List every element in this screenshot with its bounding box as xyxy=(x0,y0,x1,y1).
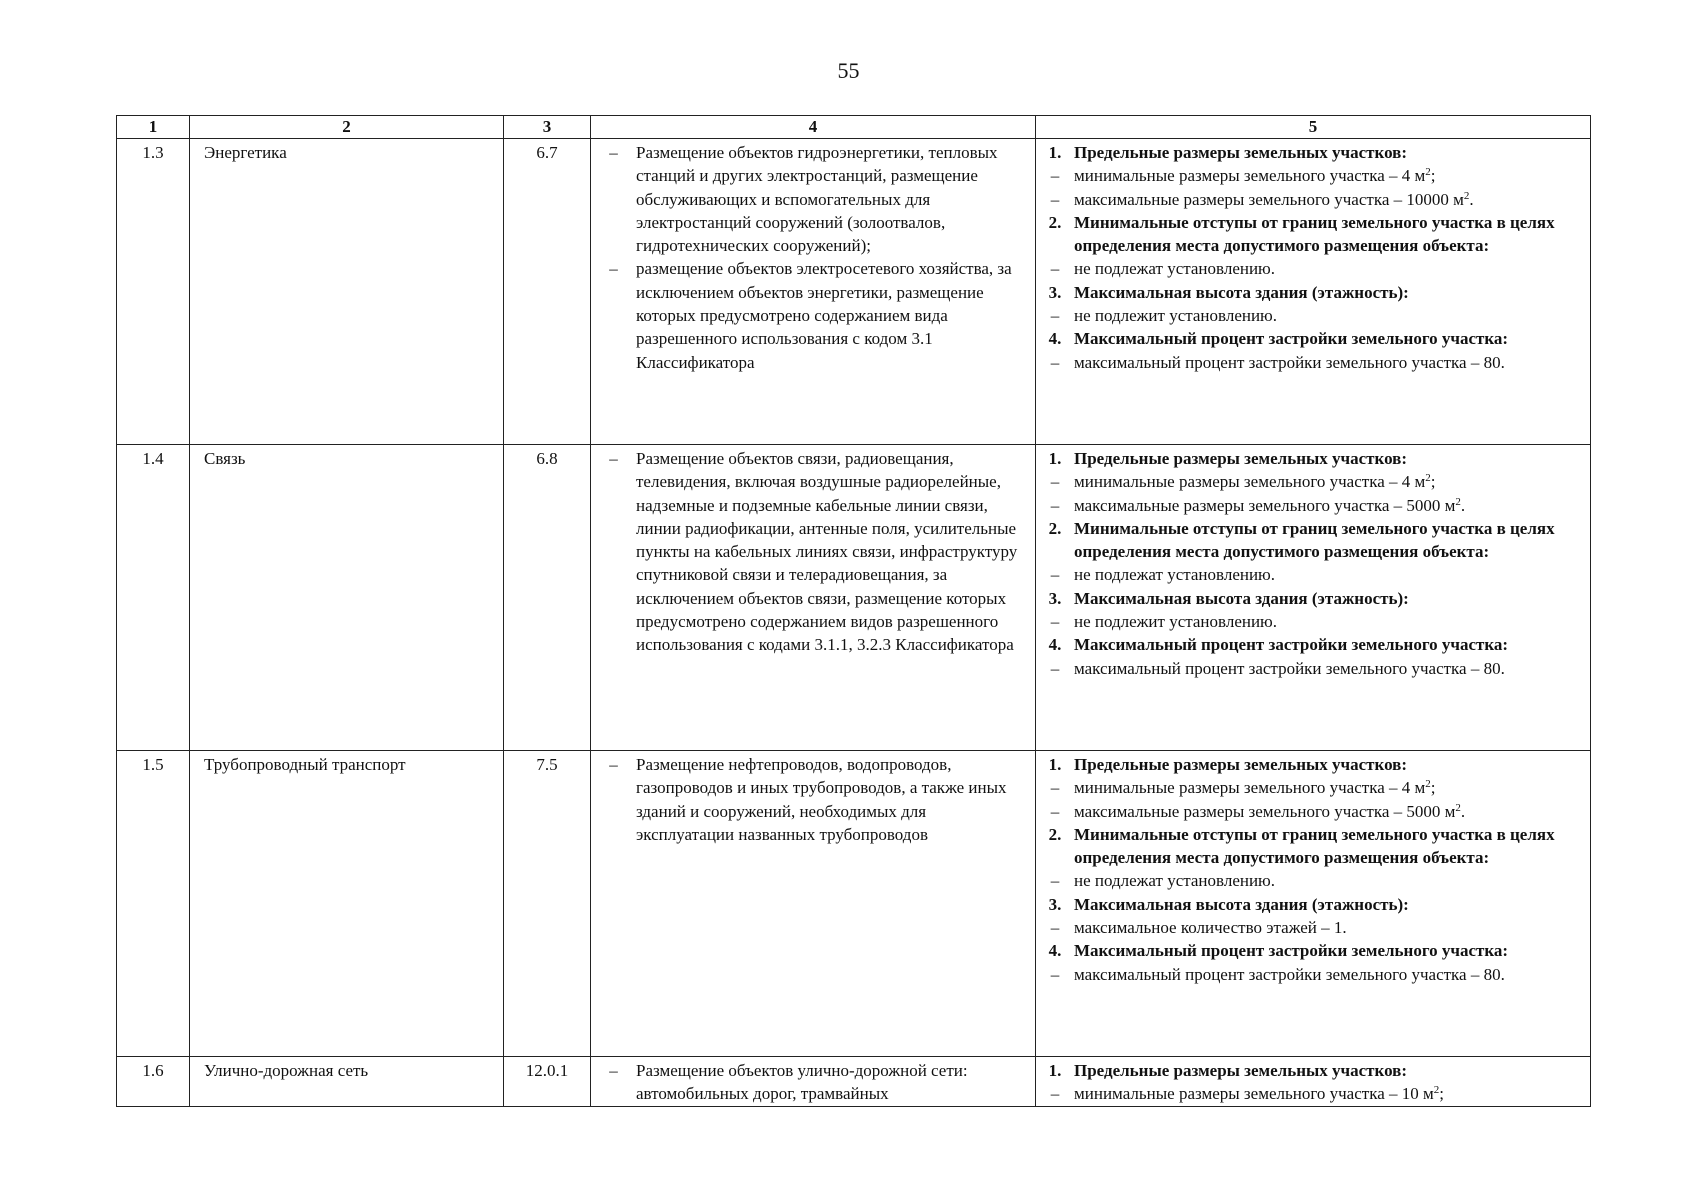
param-item: – максимальный процент застройки земельного участка – 80. xyxy=(1050,964,1505,984)
param-item: – не подлежат установлению. xyxy=(1050,565,1276,585)
use-description xyxy=(591,139,1036,445)
param-heading: 3. Максимальная высота здания (этажность): xyxy=(1048,894,1409,914)
use-description xyxy=(591,1057,1036,1107)
row-number: 1.5 xyxy=(117,751,190,1057)
row-number: 1.3 xyxy=(117,139,190,445)
param-item: – максимальные размеры земельного участка – 5000 $м^2$. xyxy=(1050,801,1466,821)
param-item: – максимальные размеры земельного участка – 10000 $м^2$. xyxy=(1050,189,1474,209)
column-header: 5 xyxy=(1036,116,1591,139)
param-heading: 1. Предельные размеры земельных участков: xyxy=(1048,449,1408,468)
param-item: – максимальное количество этажей – 1. xyxy=(1050,918,1347,938)
param-item: – не подлежит установлению. xyxy=(1050,306,1278,326)
use-parameters xyxy=(1036,445,1591,751)
list-item: – Размещение объектов гидроэнергетики, тепловых станций и других электростанций, размещение обслуживающих и вспомогательных для электростанций сооружений (золоотвалов, гидротехнических сооружений); xyxy=(609,143,998,256)
list-item: – Размещение нефтепроводов, водопроводов, газопроводов и иных трубопроводов, а также иных зданий и сооружений, необходимых для эксплуатации названных трубопроводов xyxy=(609,755,1007,844)
column-header: 4 xyxy=(591,116,1036,139)
column-header: 1 xyxy=(117,116,190,139)
param-heading: 3. Максимальная высота здания (этажность): xyxy=(1048,588,1409,608)
use-code: 6.8 xyxy=(504,445,591,751)
param-heading: 1. Предельные размеры земельных участков: xyxy=(1048,1061,1408,1080)
param-item: – минимальные размеры земельного участка – 10 $м^2$; xyxy=(1050,1084,1444,1104)
table-row xyxy=(117,445,1591,751)
list-item: – Размещение объектов улично-дорожной сети: автомобильных дорог, трамвайных xyxy=(609,1061,968,1104)
use-name: Улично-дорожная сеть xyxy=(190,1057,504,1107)
param-heading: 2. Минимальные отступы от границ земельного участка в целях определения места допустимого размещения объекта: xyxy=(1048,824,1555,868)
page-number: 55 xyxy=(837,58,860,83)
param-item: – не подлежат установлению. xyxy=(1050,259,1276,279)
use-parameters xyxy=(1036,1057,1591,1107)
param-heading: 4. Максимальный процент застройки земельного участка: xyxy=(1048,941,1509,961)
param-heading: 2. Минимальные отступы от границ земельного участка в целях определения места допустимого размещения объекта: xyxy=(1048,518,1555,562)
use-description xyxy=(591,445,1036,751)
list-item: – размещение объектов электросетевого хозяйства, за исключением объектов энергетики, размещение которых предусмотрено содержанием вида разрешенного использования с кодом 3.1 Классификатора xyxy=(609,259,1012,372)
column-header: 3 xyxy=(504,116,591,139)
use-name: Трубопроводный транспорт xyxy=(190,751,504,1057)
param-heading: 4. Максимальный процент застройки земельного участка: xyxy=(1048,329,1509,349)
use-parameters xyxy=(1036,751,1591,1057)
use-code: 6.7 xyxy=(504,139,591,445)
param-heading: 3. Максимальная высота здания (этажность): xyxy=(1048,282,1409,302)
param-item: – минимальные размеры земельного участка – 4 $м^2$; xyxy=(1050,166,1436,186)
param-heading: 1. Предельные размеры земельных участков: xyxy=(1048,143,1408,162)
param-item: – минимальные размеры земельного участка – 4 $м^2$; xyxy=(1050,778,1436,798)
use-code: 7.5 xyxy=(504,751,591,1057)
regulations-table xyxy=(116,115,1591,1107)
param-heading: 1. Предельные размеры земельных участков: xyxy=(1048,755,1408,774)
row-number: 1.6 xyxy=(117,1057,190,1107)
list-item: – Размещение объектов связи, радиовещания, телевидения, включая воздушные радиорелейные, надземные и подземные кабельные линии связи, линии радиофикации, антенные поля, усилительные пункты на кабельных линиях связи, инфраструктуру спутниковой связи и телерадиовещания, за исключением объектов связи, размещение которых предусмотрено содержанием видов разрешенного использования с кодами 3.1.1, 3.2.3 Классификатора xyxy=(609,449,1018,655)
table-row xyxy=(117,1057,1591,1107)
param-item: – не подлежат установлению. xyxy=(1050,871,1276,891)
param-heading: 4. Максимальный процент застройки земельного участка: xyxy=(1048,635,1509,655)
param-item: – не подлежит установлению. xyxy=(1050,612,1278,632)
row-number: 1.4 xyxy=(117,445,190,751)
use-parameters xyxy=(1036,139,1591,445)
param-item: – максимальный процент застройки земельного участка – 80. xyxy=(1050,352,1505,372)
table-header-row xyxy=(117,116,1591,139)
table-row xyxy=(117,139,1591,445)
table-row xyxy=(117,751,1591,1057)
column-header: 2 xyxy=(190,116,504,139)
use-name: Энергетика xyxy=(190,139,504,445)
param-item: – минимальные размеры земельного участка – 4 $м^2$; xyxy=(1050,472,1436,492)
param-item: – максимальный процент застройки земельного участка – 80. xyxy=(1050,658,1505,678)
param-heading: 2. Минимальные отступы от границ земельного участка в целях определения места допустимого размещения объекта: xyxy=(1048,212,1555,256)
use-name: Связь xyxy=(190,445,504,751)
use-description xyxy=(591,751,1036,1057)
param-item: – максимальные размеры земельного участка – 5000 $м^2$. xyxy=(1050,495,1466,515)
use-code: 12.0.1 xyxy=(504,1057,591,1107)
